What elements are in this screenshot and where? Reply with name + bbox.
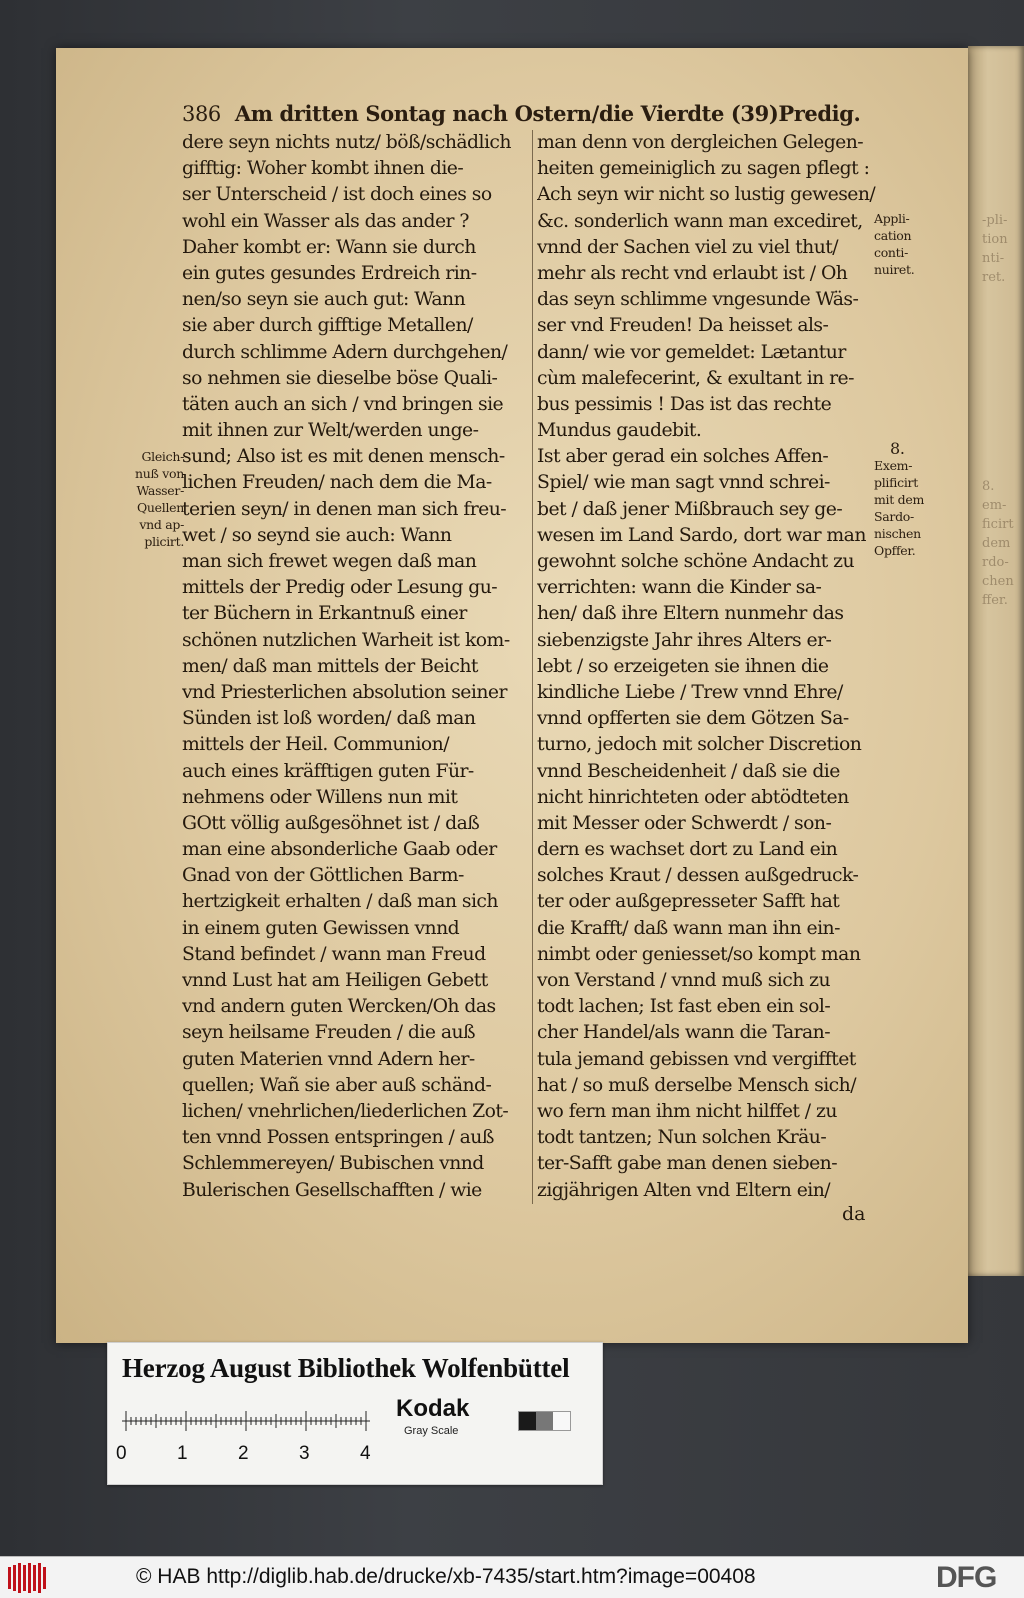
text-line: täten auch an sich / vnd bringen sie bbox=[182, 393, 504, 415]
note-line: Sardo- bbox=[874, 509, 914, 524]
text-line: dere seyn nichts nutz/ böß/schädlich bbox=[182, 132, 511, 153]
text-line: solches Kraut / dessen außgedruck- bbox=[537, 865, 859, 887]
text-line: man eine absonderliche Gaab oder bbox=[182, 839, 497, 861]
text-line: verrichten: wann die Kinder sa- bbox=[537, 577, 822, 599]
text-line: Spiel/ wie man sagt vnnd schrei- bbox=[537, 472, 830, 494]
right-text-column bbox=[532, 130, 877, 1204]
note-line: nuß von bbox=[135, 466, 184, 481]
text-line: men/ daß man mittels der Beicht bbox=[182, 655, 478, 677]
text-line: ter oder außgepresseter Safft hat bbox=[537, 891, 840, 913]
text-line: hertzigkeit erhalten / daß man sich bbox=[182, 891, 498, 913]
marginal-note-left bbox=[118, 448, 184, 550]
note-line: Opffer. bbox=[874, 543, 916, 558]
text-line: Stand befindet / wann man Freud bbox=[182, 943, 486, 965]
ruler-label: 3 bbox=[299, 1443, 310, 1464]
dfg-logo: DFG bbox=[936, 1561, 997, 1594]
text-line: Bulerischen Gesellschafften / wie bbox=[182, 1179, 482, 1201]
ruler-label: 1 bbox=[177, 1443, 188, 1464]
text-line: lichen Freuden/ nach dem die Ma- bbox=[182, 472, 492, 494]
text-line: gewohnt solche schöne Andacht zu bbox=[537, 551, 855, 572]
text-line: kindliche Liebe / Trew vnnd Ehre/ bbox=[537, 681, 843, 703]
text-line: turno, jedoch mit solcher Discretion bbox=[537, 734, 862, 756]
left-text-column bbox=[182, 130, 532, 1204]
next-page-fragment: dem bbox=[982, 536, 1011, 551]
ruler-label: 0 bbox=[116, 1443, 127, 1464]
text-line: seyn heilsame Freuden / die auß bbox=[182, 1022, 476, 1044]
note-line: conti- bbox=[874, 245, 909, 260]
library-name: Herzog August Bibliothek Wolfenbüttel bbox=[122, 1353, 570, 1383]
note-line: Exem- bbox=[874, 458, 913, 473]
text-line: von Verstand / vnnd muß sich zu bbox=[537, 970, 831, 991]
library-color-card bbox=[107, 1342, 603, 1485]
text-line: mit Messer oder Schwerdt / son- bbox=[537, 812, 832, 834]
text-line: so nehmen sie dieselbe böse Quali- bbox=[182, 367, 498, 389]
catchword: da bbox=[842, 1203, 866, 1225]
text-line: dann/ wie vor gemeldet: Lætantur bbox=[537, 341, 846, 363]
text-line: todt lachen; Ist fast eben ein sol- bbox=[537, 996, 831, 1018]
text-line: bus pessimis ! Das ist das rechte bbox=[537, 393, 832, 415]
text-line: die Krafft/ daß wann man ihn ein- bbox=[537, 917, 840, 939]
text-line: ter-Safft gabe man denen sieben- bbox=[537, 1153, 838, 1175]
book-page bbox=[56, 48, 968, 1343]
gray-scale-label: Gray Scale bbox=[404, 1425, 459, 1437]
text-line: siebenzigste Jahr ihres Alters er- bbox=[537, 629, 832, 651]
text-line: wesen im Land Sardo, dort war man bbox=[537, 524, 866, 546]
text-line: dern es wachset dort zu Land ein bbox=[537, 839, 838, 861]
text-line: ser vnd Freuden! Da heisset als- bbox=[537, 315, 829, 337]
note-line: mit dem bbox=[874, 492, 924, 507]
marginal-note-application bbox=[874, 210, 938, 278]
text-line: gifftig: Woher kombt ihnen die- bbox=[182, 158, 464, 180]
text-line: durch schlimme Adern durchgehen/ bbox=[182, 341, 508, 363]
measurement-ruler bbox=[122, 1401, 372, 1441]
next-page-fragment: -pli- bbox=[982, 213, 1008, 228]
text-line: heiten gemeiniglich zu sagen pflegt : bbox=[537, 158, 870, 180]
text-line: terien seyn/ in denen man sich freu- bbox=[182, 498, 507, 520]
text-line: &c. sonderlich wann man excediret, bbox=[537, 210, 863, 232]
note-line: plicirt. bbox=[144, 534, 184, 549]
hab-logo-icon bbox=[8, 1563, 48, 1593]
note-line: Quellen bbox=[136, 500, 184, 515]
text-line: mittels der Heil. Communion/ bbox=[182, 734, 449, 756]
section-number: 8. bbox=[890, 439, 905, 458]
text-line: hat / so muß derselbe Mensch sich/ bbox=[537, 1074, 856, 1096]
text-line: ter Büchern in Erkantnuß einer bbox=[182, 603, 467, 625]
text-line: sund; Also ist es mit denen mensch- bbox=[182, 446, 505, 468]
text-line: guten Materien vnnd Adern her- bbox=[182, 1048, 475, 1070]
next-page-fragment: nti- bbox=[982, 251, 1005, 266]
text-line: todt tantzen; Nun solchen Kräu- bbox=[537, 1127, 827, 1149]
text-line: GOtt völlig außgesöhnet ist / daß bbox=[182, 812, 480, 834]
text-line: Gnad von der Göttlichen Barm- bbox=[182, 865, 464, 887]
text-line: vnd andern guten Wercken/Oh das bbox=[182, 996, 496, 1018]
text-line: mit ihnen zur Welt/werden unge- bbox=[182, 420, 479, 442]
footer-bar bbox=[0, 1556, 1024, 1598]
text-line: ten vnnd Possen entspringen / auß bbox=[182, 1127, 494, 1149]
next-page-fragment: ficirt bbox=[982, 517, 1014, 532]
note-line: nuiret. bbox=[874, 262, 915, 277]
text-line: das seyn schlimme vngesunde Wäs- bbox=[537, 289, 859, 311]
text-line: lebt / so erzeigeten sie ihnen die bbox=[537, 655, 829, 677]
text-line: wo fern man ihm nicht hilffet / zu bbox=[537, 1100, 837, 1122]
next-page-fragment: tion bbox=[982, 232, 1008, 247]
note-line: Gleich- bbox=[141, 449, 184, 464]
text-line: auch eines kräfftigen guten Für- bbox=[182, 760, 474, 782]
text-line: vnnd Bescheidenheit / daß sie die bbox=[537, 760, 840, 782]
text-line: wet / so seynd sie auch: Wann bbox=[182, 524, 452, 546]
next-page-fragment: ffer. bbox=[982, 593, 1008, 608]
text-line: lichen/ vnehrlichen/liederlichen Zot- bbox=[182, 1100, 509, 1122]
text-line: Ach seyn wir nicht so lustig gewesen/ bbox=[537, 184, 876, 206]
ruler-label: 4 bbox=[360, 1443, 371, 1464]
text-line: cher Handel/als wann die Taran- bbox=[537, 1022, 831, 1044]
next-page-fragment: ret. bbox=[982, 270, 1006, 285]
text-line: man denn von dergleichen Gelegen- bbox=[537, 132, 864, 153]
text-line: hen/ daß ihre Eltern nunmehr das bbox=[537, 603, 844, 625]
text-line: nimbt oder geniesset/so kompt man bbox=[537, 943, 861, 965]
text-line: in einem guten Gewissen vnnd bbox=[182, 917, 460, 939]
text-line: tula jemand gebissen vnd vergifftet bbox=[537, 1048, 856, 1070]
text-line: Sünden ist loß worden/ daß man bbox=[182, 708, 476, 730]
next-page-fragment: chen bbox=[982, 574, 1014, 589]
kodak-logo: Kodak bbox=[396, 1395, 470, 1422]
text-line: cùm malefecerint, & exultant in re- bbox=[537, 367, 854, 389]
running-title: Am dritten Sontag nach Ostern/die Vierdte (39)Predig. bbox=[234, 101, 861, 126]
note-line: cation bbox=[874, 228, 912, 243]
next-page-edge bbox=[968, 46, 1024, 1276]
text-line: nicht hinrichteten oder abtödteten bbox=[537, 786, 849, 808]
copyright-url[interactable]: © HAB http://diglib.hab.de/drucke/xb-7435/start.htm?image=00408 bbox=[136, 1565, 756, 1588]
next-page-fragment: rdo- bbox=[982, 555, 1009, 570]
text-line: Schlemmereyen/ Bubischen vnnd bbox=[182, 1153, 484, 1175]
text-line: vnnd Lust hat am Heiligen Gebett bbox=[182, 970, 488, 991]
note-line: nischen bbox=[874, 526, 921, 541]
text-line: vnd Priesterlichen absolution seiner bbox=[182, 681, 507, 703]
text-line: bet / daß jener Mißbrauch sey ge- bbox=[537, 498, 843, 520]
text-line: ser Unterscheid / ist doch eines so bbox=[182, 184, 492, 206]
text-line: ein gutes gesundes Erdreich rin- bbox=[182, 262, 477, 284]
gray-scale-patches bbox=[518, 1411, 571, 1431]
text-line: wohl ein Wasser als das ander ? bbox=[182, 210, 469, 232]
next-page-fragment: 8. bbox=[982, 479, 995, 494]
note-line: Appli- bbox=[874, 211, 910, 226]
note-line: Wasser- bbox=[136, 483, 184, 498]
page-header bbox=[182, 101, 882, 131]
text-line: mehr als recht vnd erlaubt ist / Oh bbox=[537, 262, 848, 284]
text-line: vnnd opfferten sie dem Götzen Sa- bbox=[537, 708, 849, 730]
text-line: nen/so seyn sie auch gut: Wann bbox=[182, 289, 466, 311]
text-line: man sich frewet wegen daß man bbox=[182, 551, 477, 572]
page-number: 386 bbox=[182, 102, 221, 126]
text-line: Mundus gaudebit. bbox=[537, 420, 702, 442]
text-line: schönen nutzlichen Warheit ist kom- bbox=[182, 629, 510, 651]
text-line: Daher kombt er: Wann sie durch bbox=[182, 236, 476, 258]
next-page-fragment: em- bbox=[982, 498, 1007, 513]
ruler-labels bbox=[116, 1443, 376, 1473]
marginal-note-example bbox=[874, 440, 938, 559]
text-line: Ist aber gerad ein solches Affen- bbox=[537, 446, 829, 468]
note-line: plificirt bbox=[874, 475, 918, 490]
text-line: quellen; Wañ sie aber auß schänd- bbox=[182, 1074, 492, 1096]
text-line: zigjährigen Alten vnd Eltern ein/ bbox=[537, 1179, 831, 1201]
ruler-label: 2 bbox=[238, 1443, 249, 1464]
text-line: sie aber durch gifftige Metallen/ bbox=[182, 315, 473, 337]
text-line: mittels der Predig oder Lesung gu- bbox=[182, 577, 498, 599]
text-line: nehmens oder Willens nun mit bbox=[182, 786, 458, 808]
text-line: vnnd der Sachen viel zu viel thut/ bbox=[537, 236, 839, 258]
note-line: vnd ap- bbox=[139, 517, 184, 532]
